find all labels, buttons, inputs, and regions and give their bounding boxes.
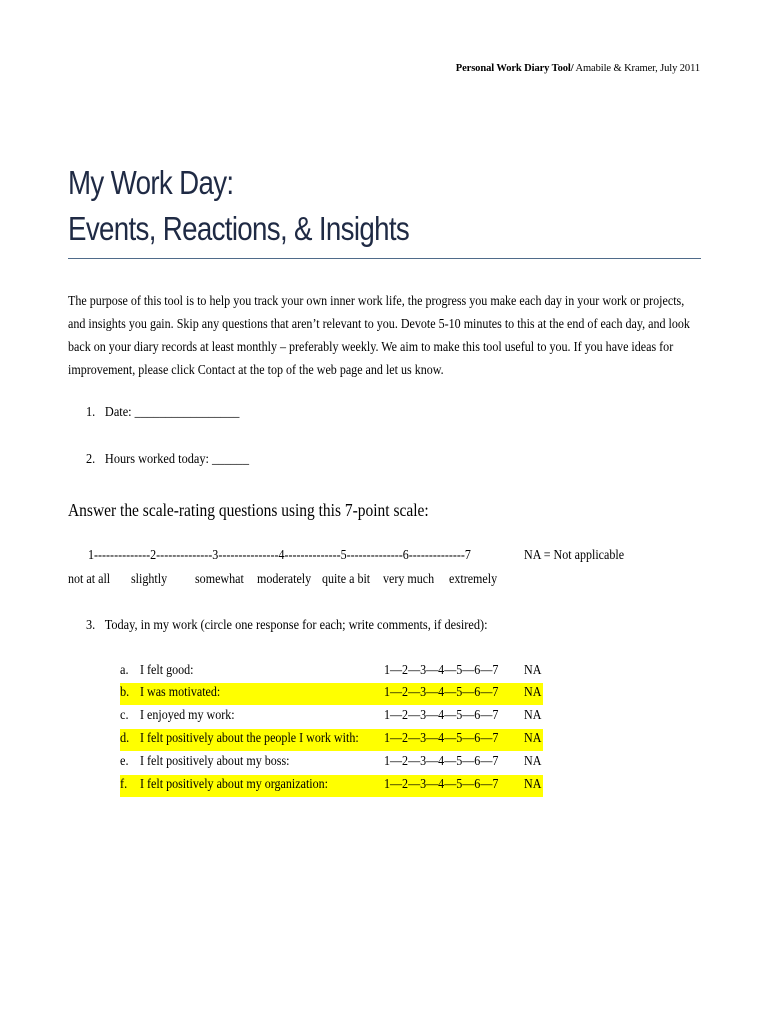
item-scale[interactable]: 1—2—3—4—5—6—7 <box>384 754 499 769</box>
item-scale[interactable]: 1—2—3—4—5—6—7 <box>384 685 499 700</box>
scale-word: somewhat <box>195 572 244 587</box>
title-line-1: My Work Day: <box>68 164 234 201</box>
rating-item <box>120 683 543 705</box>
item-label: I felt positively about my boss: <box>140 754 290 769</box>
scale-word: very much <box>383 572 435 587</box>
question-text: Date: _________________ <box>104 405 240 420</box>
item-letter: e. <box>120 754 129 769</box>
rating-item <box>120 775 543 797</box>
page-header <box>456 63 700 74</box>
question-hours <box>86 452 249 468</box>
item-scale[interactable]: 1—2—3—4—5—6—7 <box>384 663 499 678</box>
item-letter: a. <box>120 663 129 678</box>
rating-item <box>120 661 543 683</box>
item-scale[interactable]: 1—2—3—4—5—6—7 <box>384 731 499 746</box>
question-number: 1. <box>86 405 96 420</box>
item-label: I felt positively about my organization: <box>140 777 329 792</box>
scale-heading: Answer the scale-rating questions using this 7-point scale: <box>68 500 429 520</box>
question-work-today <box>86 618 488 634</box>
rating-item <box>120 752 543 774</box>
item-na[interactable]: NA <box>524 663 542 678</box>
item-label: I was motivated: <box>140 685 221 700</box>
item-label: I enjoyed my work: <box>140 708 235 723</box>
question-date <box>86 405 239 421</box>
question-number: 2. <box>86 452 96 467</box>
intro-paragraph: The purpose of this tool is to help you track your own inner work life, the progress you make each day in your work or projects, and insights you gain. Skip any questions that aren’t relevant to you. Devote 5-10 minutes to this at the end of each day, and look back on your diary records at least monthly – preferably weekly. We aim to make this tool useful to you. If you have ideas for improvement, please click Contact at the top of the web page and let us know. <box>68 294 690 378</box>
item-letter: c. <box>120 708 129 723</box>
item-letter: f. <box>120 777 128 792</box>
scale-word: not at all <box>68 572 111 587</box>
scale-word: quite a bit <box>322 572 371 587</box>
item-letter: b. <box>120 685 130 700</box>
item-na[interactable]: NA <box>524 754 542 769</box>
item-letter: d. <box>120 731 130 746</box>
item-na[interactable]: NA <box>524 708 542 723</box>
item-na[interactable]: NA <box>524 685 542 700</box>
item-scale[interactable]: 1—2—3—4—5—6—7 <box>384 708 499 723</box>
item-na[interactable]: NA <box>524 777 542 792</box>
scale-word: slightly <box>131 572 168 587</box>
scale-line: 1--------------2--------------3---------------4--------------5--------------6--------------7 <box>88 548 471 563</box>
question-text: Hours worked today: ______ <box>104 452 249 467</box>
header-authors: Amabile & Kramer, July 2011 <box>573 63 700 74</box>
na-note: NA = Not applicable <box>524 548 625 563</box>
question-number: 3. <box>86 618 96 633</box>
scale-word: extremely <box>449 572 498 587</box>
page-title <box>68 160 409 252</box>
title-line-2: Events, Reactions, & Insights <box>68 210 410 247</box>
item-na[interactable]: NA <box>524 731 542 746</box>
scale-word: moderately <box>257 572 312 587</box>
item-label: I felt positively about the people I work with: <box>140 731 359 746</box>
rating-item <box>120 706 543 728</box>
item-scale[interactable]: 1—2—3—4—5—6—7 <box>384 777 499 792</box>
title-divider <box>68 258 701 259</box>
question-text: Today, in my work (circle one response for each; write comments, if desired): <box>104 618 488 633</box>
item-label: I felt good: <box>140 663 194 678</box>
header-tool-name: Personal Work Diary Tool/ <box>455 63 574 74</box>
rating-item <box>120 729 543 751</box>
